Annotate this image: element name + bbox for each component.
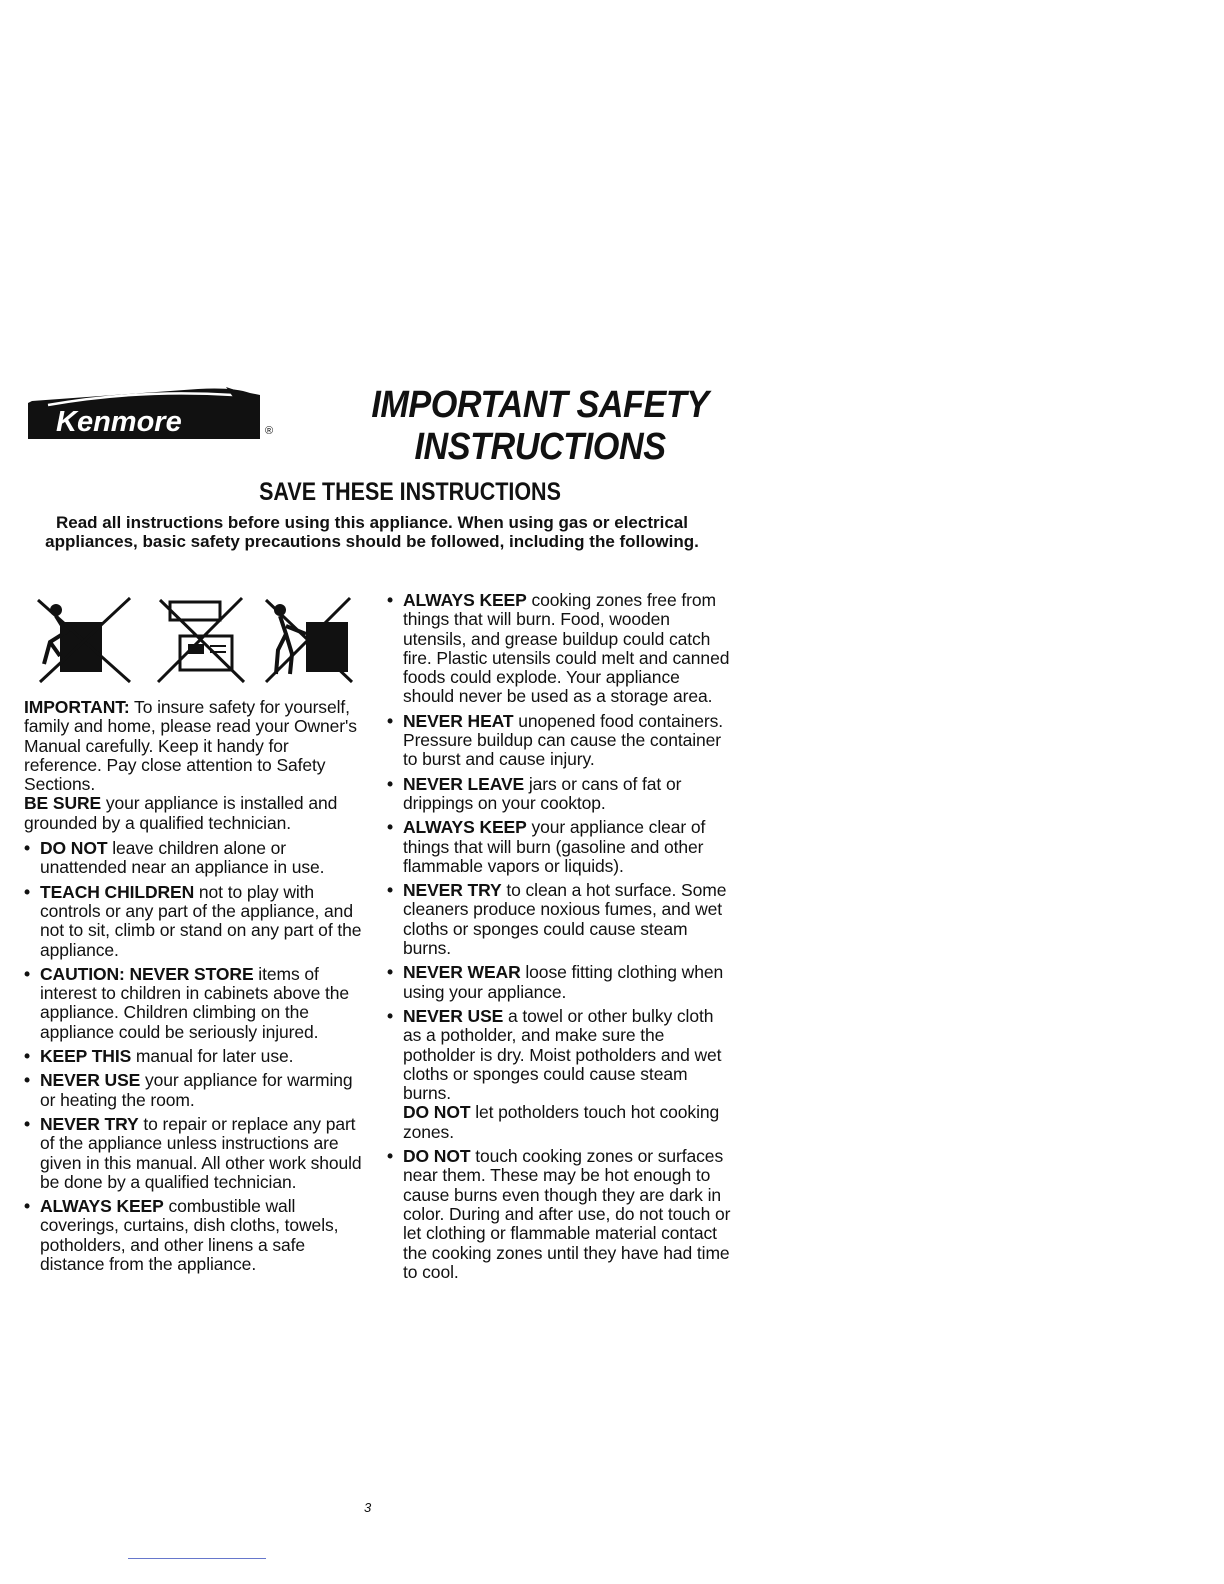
list-item <box>387 881 732 958</box>
item-lead: NEVER TRY <box>40 1113 139 1134</box>
item-text: jars or cans of fat or drippings on your cooktop. <box>403 773 682 813</box>
list-item <box>24 1047 369 1066</box>
list-item <box>387 775 732 814</box>
item-text: your appliance for warming or heating the room. <box>40 1070 353 1110</box>
save-instructions-heading: SAVE THESE INSTRUCTIONS <box>259 478 561 506</box>
safety-icons <box>30 594 360 684</box>
bullet: • <box>387 773 394 794</box>
bullet: • <box>24 1046 31 1067</box>
item-lead: ALWAYS KEEP <box>40 1196 164 1217</box>
be-sure-text: your appliance is installed and grounded by a qualified technician. <box>24 793 338 833</box>
list-item <box>24 883 369 960</box>
item-text: manual for later use. <box>131 1046 294 1067</box>
title-line-2: INSTRUCTIONS <box>414 426 666 468</box>
bullet: • <box>24 881 31 902</box>
page-number: 3 <box>364 1500 372 1515</box>
child-climbing-appliance-prohibited-icon <box>38 598 130 682</box>
list-item <box>24 1071 369 1110</box>
logo-text: Kenmore <box>56 406 182 438</box>
item-lead: NEVER LEAVE <box>403 773 525 794</box>
bullet: • <box>387 590 394 610</box>
bullet: • <box>387 817 394 838</box>
list-item <box>24 1115 369 1192</box>
bullet: • <box>24 838 31 859</box>
item-text: items of interest to children in cabinets above the appliance. Children climbing on the appliance could be seriously injured. <box>40 963 350 1042</box>
item-text: combustible wall coverings, curtains, dish cloths, towels, potholders, and other linens a safe distance from the appliance. <box>40 1196 339 1275</box>
important-paragraph <box>24 698 369 833</box>
item-lead: KEEP THIS <box>40 1046 132 1067</box>
item-text: not to play with controls or any part of the appliance, and not to sit, climb or stand on any part of the appliance. <box>40 881 362 960</box>
item-text: your appliance clear of things that will burn (gasoline and other flammable vapors or liquids). <box>403 817 706 876</box>
item-lead: TEACH CHILDREN <box>40 881 195 902</box>
item-lead: ALWAYS KEEP <box>403 817 527 838</box>
bullet: • <box>24 1070 31 1091</box>
intro-paragraph: Read all instructions before using this appliance. When using gas or electrical appliances, basic safety precautions should be followed, including the following. <box>45 513 699 551</box>
bullet: • <box>387 1146 394 1167</box>
item-lead: NEVER WEAR <box>403 962 521 983</box>
bullet: • <box>387 962 394 983</box>
page-title <box>360 384 720 468</box>
list-item <box>387 591 732 707</box>
item-text: cooking zones free from things that will burn. Food, wooden utensils, and grease buildup could catch fire. Plastic utensils could melt and canned foods could explode. Your appliance should never be used as a storage area. <box>403 590 730 707</box>
list-item <box>24 839 369 878</box>
list-item <box>387 712 732 770</box>
list-item <box>24 965 369 1042</box>
kenmore-logo-graphic <box>28 385 260 439</box>
item-text-secondary: let potholders touch hot cooking zones. <box>403 1102 720 1142</box>
footer-divider <box>128 1558 266 1559</box>
bullet: • <box>387 880 394 901</box>
child-reaching-appliance-prohibited-icon <box>266 598 352 682</box>
list-item <box>387 818 732 876</box>
list-item <box>387 963 732 1002</box>
cabinet-storage-prohibited-icon <box>158 598 244 682</box>
kenmore-logo <box>28 385 260 439</box>
item-text: loose fitting clothing when using your appliance. <box>403 962 724 1002</box>
item-text: a towel or other bulky cloth as a potholder, and make sure the potholder is dry. Moist potholders and wet cloths or sponges could cause steam burns. <box>403 1005 722 1104</box>
item-lead: ALWAYS KEEP <box>403 590 527 610</box>
item-lead: CAUTION: NEVER STORE <box>40 963 254 984</box>
item-lead: DO NOT <box>40 838 108 859</box>
right-column <box>387 591 732 1287</box>
left-column <box>24 698 369 1279</box>
bullet: • <box>387 710 394 731</box>
item-lead: NEVER TRY <box>403 880 502 901</box>
item-text: to clean a hot surface. Some cleaners produce noxious fumes, and wet cloths or sponges could cause steam burns. <box>403 880 727 959</box>
bullet: • <box>24 963 31 984</box>
important-text: To insure safety for yourself, family and home, please read your Owner's Manual carefully. Keep it handy for reference. Pay close attention to Safety Sections. <box>24 697 357 795</box>
bullet: • <box>24 1196 31 1217</box>
item-lead: NEVER USE <box>403 1005 504 1026</box>
registered-mark: ® <box>265 425 274 437</box>
item-text: leave children alone or unattended near an appliance in use. <box>40 838 325 878</box>
item-lead: DO NOT <box>403 1146 471 1167</box>
item-lead-secondary: DO NOT <box>403 1102 471 1123</box>
item-lead: NEVER USE <box>40 1070 141 1091</box>
be-sure-lead: BE SURE <box>24 793 102 814</box>
item-text: to repair or replace any part of the appliance unless instructions are given in this manual. All other work should be done by a qualified technician. <box>40 1113 362 1192</box>
list-item <box>24 1197 369 1274</box>
list-item <box>387 1007 732 1142</box>
safety-icon-row <box>30 594 360 684</box>
item-lead: NEVER HEAT <box>403 710 514 731</box>
title-line-1: IMPORTANT SAFETY <box>371 384 709 426</box>
item-text: touch cooking zones or surfaces near them. These may be hot enough to cause burns even though they are dark in color. During and after use, do not touch or let clothing or flammable material contact the cooking zones until they have had time to cool. <box>403 1146 731 1282</box>
bullet: • <box>387 1005 394 1026</box>
item-text: unopened food containers. Pressure buildup can cause the container to burst and cause injury. <box>403 710 724 770</box>
bullet: • <box>24 1113 31 1134</box>
list-item <box>387 1147 732 1282</box>
important-lead: IMPORTANT: <box>24 697 130 717</box>
